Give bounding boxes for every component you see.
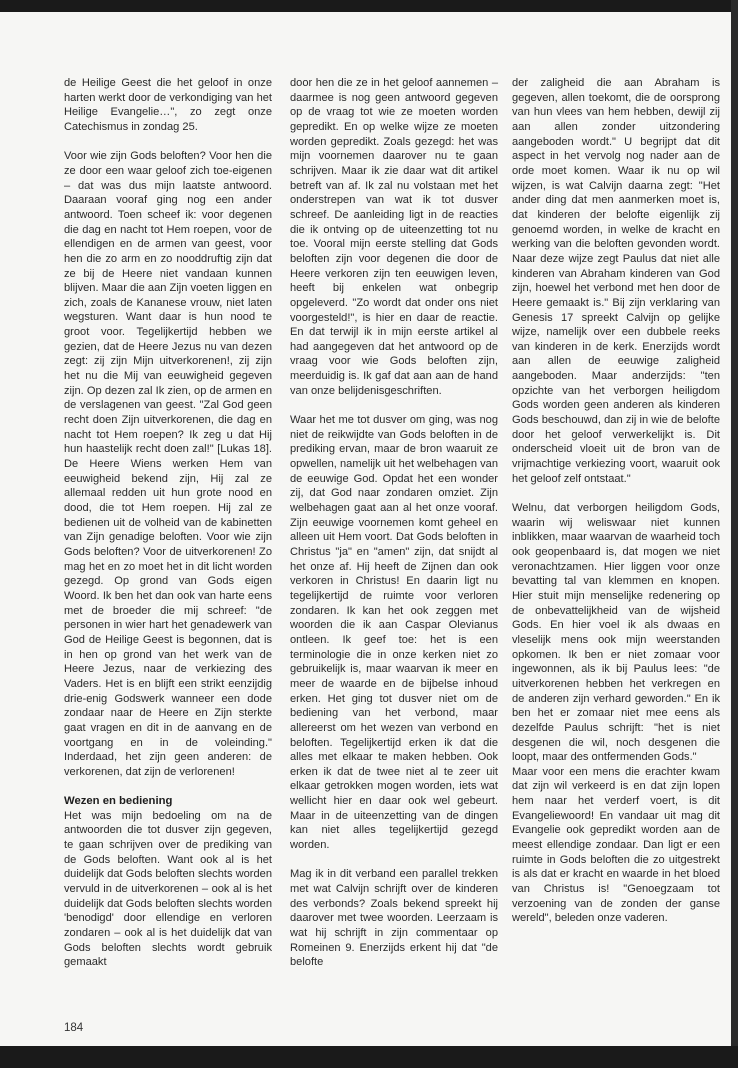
scan-bottom-border xyxy=(0,1046,738,1068)
paragraph: Waar het me tot dusver om ging, was nog niet de reikwijdte van Gods beloften in de prediking ervan, maar de bron waaruit ze opwellen, namelijk uit het welbehagen van de eeuwige God. Opdat het een wonder zij, dat God naar zondaren omziet. Zijn welbehagen gaat aan al het onze vooraf. Zijn eeuwige voornemen komt geheel en alleen uit Hem voort. Dat Gods beloften in Christus "ja" en "amen" zijn, dat snijdt al het onze af. Hij heeft de Zijnen dan ook verkoren in Christus! En daarin ligt nu tegelijkertijd de ruimte voor verloren zondaren. Ik kan het ook zeggen met woorden die ik aan Caspar Olevianus ontleen. Ik geef toe: het is een terminologie die in onze kerken niet zo gebruikelijk is, maar waarvan ik meer en meer de waarde en de bijbelse inhoud erken. Het ging tot dusver niet om de bediening van het verbond, maar allereerst om het wezen van verbond en beloften. Tegelijkertijd erken ik dat die alles met elkaar te maken hebben. Ook erken ik dat de twee niet al te zeer uit elkaar getrokken mogen worden, iets wat wellicht hier en daar ook wel gebeurt. Maar in de uiteenzetting van de dingen kan niet alles tegelijkertijd gezegd worden. xyxy=(290,414,498,852)
paragraph: der zaligheid die aan Abraham is gegeven, allen toekomt, die de oorsprong van hun vlees van hem hebben, dewijl zij aan allen zonder uitzondering aangeboden wordt." U begrijpt dat dit aspect in het vervolg nog nader aan de orde moet komen. Waar ik nu op wil wijzen, is wat Calvijn daarna zegt: "Het ander ding dat men aanmerken moet is, dat kinderen der belofte eigenlijk zij genoemd worden, in welke de kracht en werking van die beloften gevonden wordt. Naar deze wijze zegt Paulus dat niet alle kinderen van Abraham kinderen van God zijn, hoewel het verbond met hen door de Heere gemaakt is." Bij zijn verklaring van Genesis 17 spreekt Calvijn op gelijke wijze, namelijk over een dubbele reeks van kinderen in de kerk. Enerzijds wordt aan allen de eeuwige zaligheid aangeboden. Maar anderzijds: "ten opzichte van het verborgen heiligdom Gods worden geen anderen als kinderen Gods beschouwd, dan zij in wie de belofte door het geloof verwerkelijkt is. Dit onderscheid vloeit uit de bron van de vrijmachtige verkiezing voort, waaruit ook het geloof zelf ontstaat." xyxy=(512,77,720,485)
paragraph: Voor wie zijn Gods beloften? Voor hen die ze door een waar geloof zich toe-eigenen – dat was dus mijn laatste antwoord. Daaraan vooraf ging nog een ander antwoord. Toen scheef ik: voor degenen die dag en nacht tot Hem roepen, voor de ellendigen en de armen van geest, voor hen die zo arm en zo nooddruftig zijn dat ze bij de Heere niet vandaan kunnen blijven. Maar die aan Zijn voeten liggen en zich, zoals de Kananese vrouw, niet laten wegsturen. Want daar is hun nood te groot voor. Tegelijkertijd hebben we gezien, dat de Heere Jezus nu van dezen zegt: zij zijn Mijn uitverkorenen!, zij zijn het nu die Mij van eeuwigheid gegeven zijn. Op dezen zal Ik zien, op de armen en de verslagenen van geest. "Zal God geen recht doen Zijn uitverkorenen, die dag en nacht tot Hem roepen? Ik zeg u dat Hij hun haastelijk recht doen zal!" [Lukas 18]. De Heere Wiens werken Hem van eeuwigheid bekend zijn, Hij zal ze allemaal redden uit hun grote nood en dood, die tot Hem roepen. Hij zal ze bedienen uit de volheid van de kabinetten van Zijn genadige beloften. Voor wie zijn Gods beloften? Voor de uitverkorenen! Zo mag het en zo moet het in dit licht worden gezegd. Op grond van Gods eigen Woord. Ik ben het dan ook van harte eens met de broeder die mij schreef: "de personen in wier hart het genadewerk van God de Heilige Geest is begonnen, dat is in hen op grond van het werk van de Heere Jezus, naar de verkiezing des Vaders. Het is en blijft een strikt eenzijdig drie-enig Godswerk wanneer een dode zondaar naar de Heere en Zijn sterkte gaat vragen en dit in de aanvang en de voortgang en in de voleinding." Inderdaad, het zijn geen anderen: de verkorenen, dat zijn de verlorenen! xyxy=(64,150,272,778)
scan-right-border xyxy=(731,0,738,1068)
column-3 xyxy=(512,76,720,926)
paragraph: Welnu, dat verborgen heiligdom Gods, waarin wij weliswaar niet kunnen inblikken, maar waarvan de waarheid toch ook geopenbaard is, dat mogen we niet veronachtzamen. Hier liggen voor onze bevatting tal van klemmen en knopen. Hier stuit mijn menselijke redenering op de onbevattelijkheid van de wijsheid Gods. En hier voel ik als dwaas en vleselijk mens ook mijn weerstanden opkomen. Ik ben er niet zomaar voor ingewonnen, als ik bij Paulus lees: "de uitverkorenen hebben het verkregen en de anderen zijn verhard geworden." En ik ben het er zomaar niet mee eens als dezelfde Paulus schrijft: "het is niet desgenen die wil, noch desgenen die loopt, maar des ontfermenden Gods." xyxy=(512,502,720,764)
column-2 xyxy=(290,76,498,970)
paragraph: door hen die ze in het geloof aannemen – daarmee is nog geen antwoord gegeven op de vraag tot wie ze moeten worden gepredikt. En op welke wijze ze moeten worden gepredikt. Zoals gezegd: het was mijn voornemen daarover nu te gaan schrijven. Maar ik zie daar wat dit artikel betreft van af. Ik zal nu volstaan met het onderstrepen van wat ik tot dusver schreef. De aanleiding ligt in de reacties die ik ontving op de uiteenzetting tot nu toe. Vooral mijn eerste stelling dat Gods beloften zijn voor degenen die door de Heere verkoren zijn ten eeuwigen leven, heeft bij enkelen wat onbegrip opgeleverd. "Zo wordt dat onder ons niet voorgesteld!", is hier en daar de reactie. En dat terwijl ik in mijn eerste artikel al had aangegeven dat het antwoord op de vraag voor wie Gods beloften zijn, meerduidig is. Ik gaf dat aan aan de hand van onze belijdenisgeschriften. xyxy=(290,77,498,397)
document-page xyxy=(0,12,731,1046)
column-1 xyxy=(64,76,272,970)
paragraph: Het was mijn bedoeling om na de antwoorden die tot dusver zijn gegeven, te gaan schrijven over de prediking van de Gods beloften. Want ook al is het duidelijk dat Gods beloften slechts worden vervuld in de uitverkorenen – ook al is het duidelijk dat Gods beloften slechts worden 'benodigd' door ellendige en verloren zondaren – ook al is het duidelijk dat van Gods beloften slechts wordt gebruik gemaakt xyxy=(64,809,272,969)
scan-top-border xyxy=(0,0,738,12)
page-number: 184 xyxy=(64,1022,84,1034)
paragraph: Maar voor een mens die erachter kwam dat zijn wil verkeerd is en dat zijn lopen hem naar het verderf voert, is dit Evangeliewoord! En vandaar uit mag dit Evangelie ook gepredikt worden aan de meest ellendige zondaar. Dan ligt er een ruimte in Gods beloften die zo uitgestrekt is als dat er kracht en waarde in het bloed van Christus is! "Genoegzaam tot verzoening van de zonden der ganse wereld", beleden onze vaderen. xyxy=(512,765,720,925)
paragraph: de Heilige Geest die het geloof in onze harten werkt door de verkondiging van het Heilige Evangelie…", zo zegt onze Catechismus in zondag 25. xyxy=(64,77,272,133)
paragraph: Mag ik in dit verband een parallel trekken met wat Calvijn schrijft over de kinderen des verbonds? Zoals bekend spreekt hij daarover met twee woorden. Leerzaam is wat hij schrijft in zijn commentaar op Romeinen 9. Enerzijds erkent hij dat "de belofte xyxy=(290,868,498,969)
section-heading: Wezen en bediening xyxy=(64,795,173,808)
